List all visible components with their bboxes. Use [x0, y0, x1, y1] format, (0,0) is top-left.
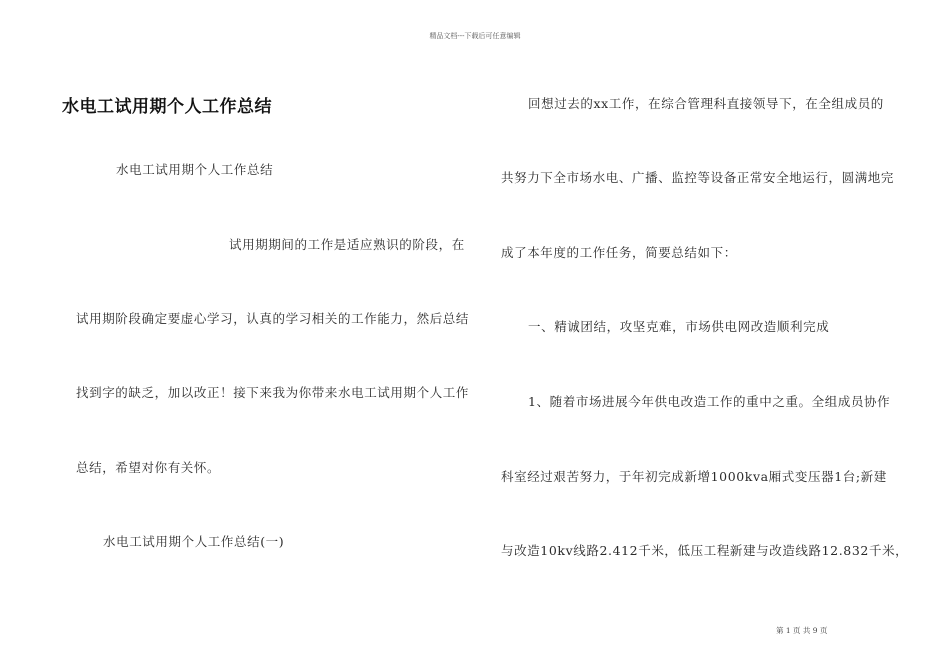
right-paragraph-line: 1、随着市场进展今年供电改造工作的重中之重。全组成员协作: [528, 394, 891, 409]
section-heading: 水电工试用期个人工作总结(一): [103, 534, 285, 549]
left-paragraph-line: 试用期期间的工作是适应熟识的阶段，在: [229, 237, 465, 252]
right-subheading: 一、精诚团结，攻坚克难，市场供电网改造顺利完成: [528, 319, 830, 334]
right-paragraph-line: 成了本年度的工作任务，简要总结如下：: [501, 245, 737, 260]
page-number: 第 1 页 共 9 页: [776, 626, 828, 635]
left-paragraph-line: 总结，希望对你有关怀。: [76, 460, 221, 475]
right-paragraph-line: 科室经过艰苦努力，于年初完成新增1000kva厢式变压器1台;新建: [501, 469, 887, 484]
left-paragraph-line: 水电工试用期个人工作总结: [116, 162, 274, 177]
document-title: 水电工试用期个人工作总结: [62, 97, 272, 117]
right-paragraph-line: 与改造10kv线路2.412千米，低压工程新建与改造线路12.832千米，: [501, 543, 909, 558]
right-paragraph-line: 回想过去的xx工作，在综合管理科直接领导下，在全组成员的: [528, 96, 884, 111]
left-paragraph-line: 试用期阶段确定要虚心学习，认真的学习相关的工作能力，然后总结: [76, 311, 470, 326]
right-paragraph-line: 共努力下全市场水电、广播、监控等设备正常安全地运行，圆满地完: [501, 170, 895, 185]
header-note: 精品文档---下载后可任意编辑: [429, 32, 521, 40]
left-paragraph-line: 找到字的缺乏，加以改正！接下来我为你带来水电工试用期个人工作: [76, 385, 470, 400]
